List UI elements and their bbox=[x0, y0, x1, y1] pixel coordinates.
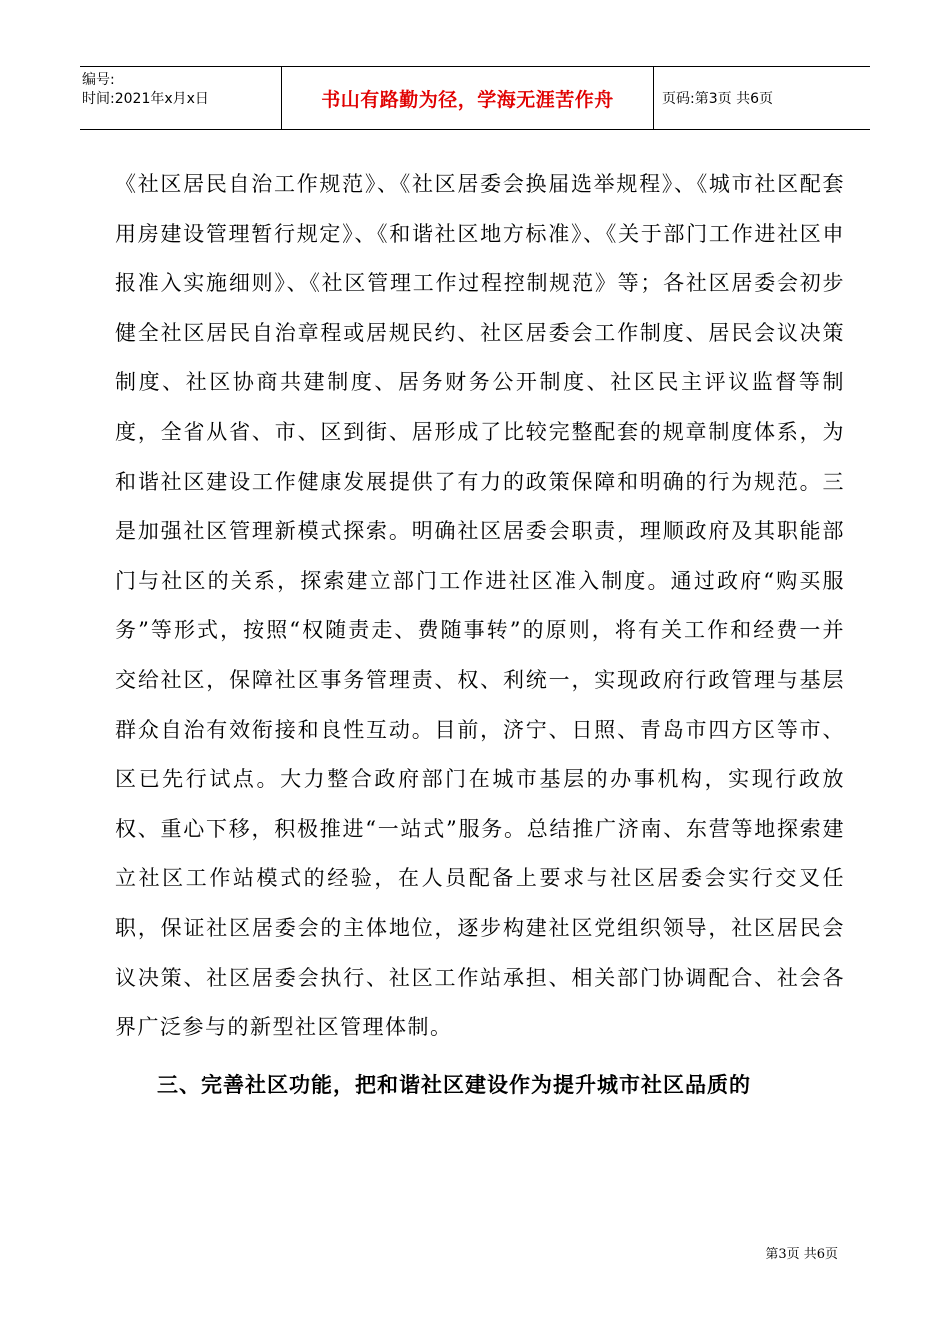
document-number-label: 编号: bbox=[82, 72, 115, 88]
header-motto: 书山有路勤为径，学海无涯苦作舟 bbox=[282, 67, 654, 129]
body-paragraph: 《社区居民自治工作规范》、《社区居委会换届选举规程》、《城市社区配套用房建设管理暂行规定》、《和谐社区地方标准》、《关于部门工作进社区申报准入实施细则》、《社区管理工作过程控制规范》等；各社区居委会初步健全社区居民自治章程或居规民约、社区居委会工作制度、居民会议决策制度、社区协商共建制度、居务财务公开制度、社区民主评议监督等制度，全省从省、市、区到街、居形成了比较完整配套的规章制度体系，为和谐社区建设工作健康发展提供了有力的政策保障和明确的行为规范。三是加强社区管理新模式探索。明确社区居委会职责，理顺政府及其职能部门与社区的关系，探索建立部门工作进社区准入制度。通过政府“购买服务”等形式，按照“权随责走、费随事转”的原则，将有关工作和经费一并交给社区，保障社区事务管理责、权、利统一，实现政府行政管理与基层群众自治有效衔接和良性互动。目前，济宁、日照、青岛市四方区等市、区已先行试点。大力整合政府部门在城市基层的办事机构，实现行政放权、重心下移，积极推进“一站式”服务。总结推广济南、东营等地探索建立社区工作站模式的经验，在人员配备上要求与社区居委会实行交叉任职，保证社区居委会的主体地位，逐步构建社区党组织领导，社区居民会议决策、社区居委会执行、社区工作站承担、相关部门协调配合、社会各界广泛参与的新型社区管理体制。 bbox=[115, 172, 845, 1040]
header-page-info: 页码:第3页 共6页 bbox=[662, 91, 773, 107]
document-date: 时间:2021年x月x日 bbox=[82, 91, 209, 107]
section-heading: 三、完善社区功能，把和谐社区建设作为提升城市社区品质的 bbox=[157, 1072, 751, 1097]
document-body bbox=[115, 160, 845, 1110]
page-footer: 第3页 共6页 bbox=[765, 1247, 838, 1262]
page-header bbox=[80, 66, 870, 130]
header-meta bbox=[80, 67, 282, 129]
